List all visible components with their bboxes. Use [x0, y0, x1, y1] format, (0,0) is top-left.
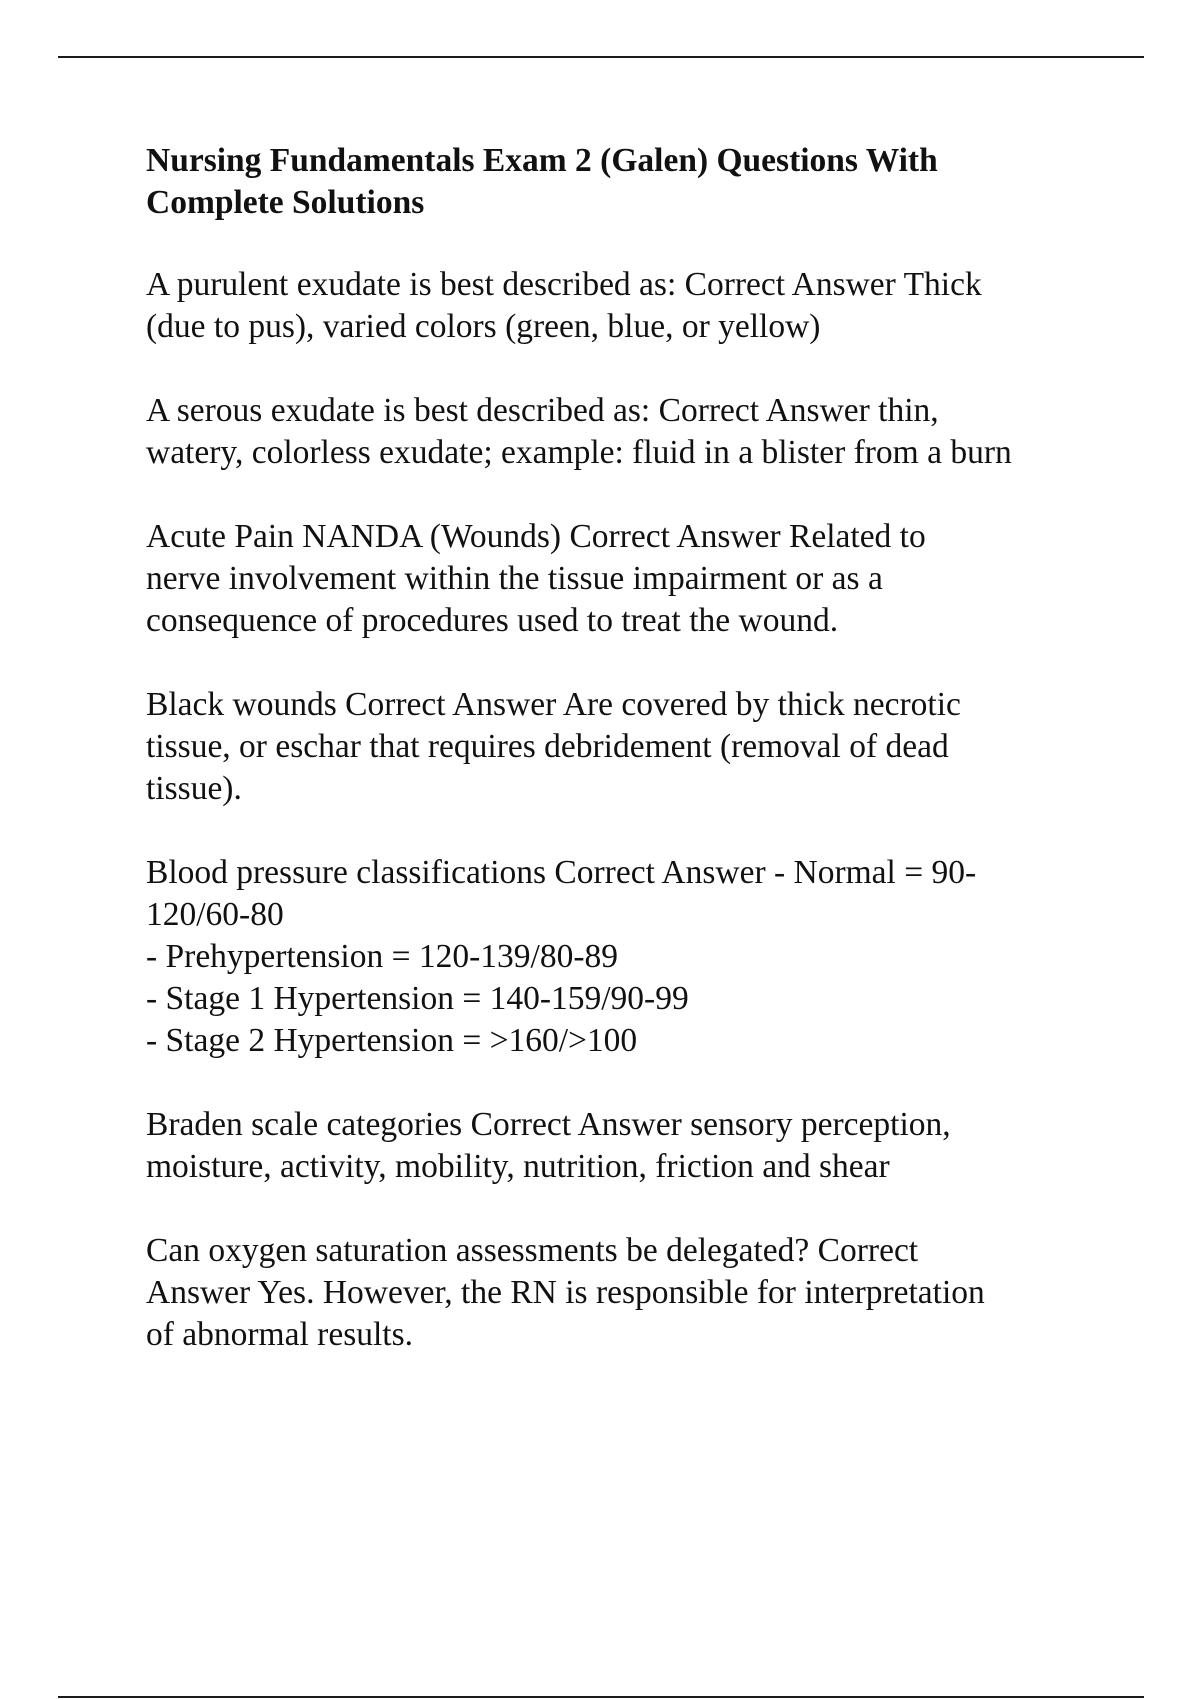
qa-entry-oxygen-saturation: Can oxygen saturation assessments be delegated? Correct Answer Yes. However, the RN is responsible for interpretation of abnormal results.: [146, 1232, 985, 1353]
page-content: [146, 140, 1106, 1398]
document-title: Nursing Fundamentals Exam 2 (Galen) Questions With Complete Solutions: [146, 142, 938, 221]
qa-entry-acute-pain-nanda: Acute Pain NANDA (Wounds) Correct Answer Related to nerve involvement within the tissue impairment or as a consequence of procedures used to treat the wound.: [146, 518, 926, 639]
qa-entry-braden-scale: Braden scale categories Correct Answer sensory perception, moisture, activity, mobility, nutrition, friction and shear: [146, 1106, 951, 1185]
qa-entry-blood-pressure: Blood pressure classifications Correct Answer - Normal = 90- 120/60-80 - Prehypertension = 120-139/80-89 - Stage 1 Hypertension = 140-159/90-99 - Stage 2 Hypertension = >160/>100: [146, 854, 977, 1059]
qa-entry-purulent-exudate: A purulent exudate is best described as: Correct Answer Thick (due to pus), varied colors (green, blue, or yellow): [146, 266, 982, 345]
bottom-rule: [58, 1696, 1144, 1698]
qa-entry-black-wounds: Black wounds Correct Answer Are covered by thick necrotic tissue, or eschar that requires debridement (removal of dead tissue).: [146, 686, 961, 807]
qa-entry-serous-exudate: A serous exudate is best described as: Correct Answer thin, watery, colorless exudate; example: fluid in a blister from a burn: [146, 392, 1012, 471]
top-rule: [58, 56, 1144, 58]
